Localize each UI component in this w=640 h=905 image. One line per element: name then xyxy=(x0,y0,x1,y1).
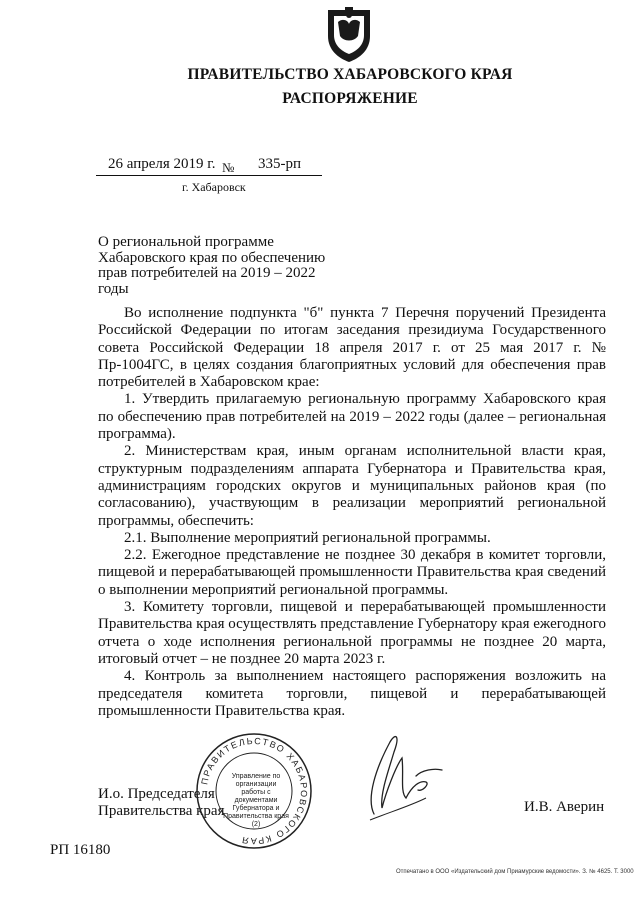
body-paragraph: 4. Контроль за выполнением настоящего распоряжения возложить на председателя комитета торговли, пищевой и перерабатывающей промышленности Правительства края. xyxy=(98,668,606,719)
document-city: г. Хабаровск xyxy=(182,180,246,194)
document-type-title: РАСПОРЯЖЕНИЕ xyxy=(282,90,418,107)
document-number: 335-рп xyxy=(258,156,302,172)
document-subject: О региональной программе Хабаровского края по обеспечению прав потребителей на 2019 – 2022 годы xyxy=(98,234,326,297)
body-paragraph: 2.2. Ежегодное представление не позднее 30 декабря в комитет торговли, пищевой и перерабатывающей промышленности Правительства края сведений о выполнении мероприятий региональной программы. xyxy=(98,547,606,598)
signatory-position-line2: Правительства края xyxy=(98,803,225,819)
body-paragraph: 1. Утвердить прилагаемую региональную программу Хабаровского края по обеспечению прав потребителей на 2019 – 2022 годы (далее – региональная программа). xyxy=(98,391,606,443)
body-paragraph: 2. Министерствам края, иным органам исполнительной власти края, структурным подразделениям аппарата Губернатора и Правительства края, администрациям городских округов и муниципальных районов края (по согласованию), участвующим в реализации мероприятий региональной программы, обеспечить: xyxy=(98,443,606,529)
body-paragraph: 3. Комитету торговли, пищевой и перерабатывающей промышленности Правительства края осуществлять представление Губернатору края ежегодного отчета о ходе исполнения региональной программы не позднее 20 марта, итоговый отчет – не позднее 20 марта 2023 г. xyxy=(98,599,607,667)
date-underline xyxy=(96,175,322,176)
government-title: ПРАВИТЕЛЬСТВО ХАБАРОВСКОГО КРАЯ xyxy=(187,66,513,83)
document-body xyxy=(98,305,606,720)
number-sign: № xyxy=(222,160,235,175)
printer-note: Отпечатано в ООО «Издательский дом Приамурские ведомости». З. № 4625. Т. 3000 xyxy=(396,869,634,875)
handwritten-signature xyxy=(360,728,450,828)
stamp-ring-text: ПРАВИТЕЛЬСТВО ХАБАРОВСКОГО КРАЯ xyxy=(199,735,310,847)
signatory-name: И.В. Аверин xyxy=(524,799,605,815)
document-code: РП 16180 xyxy=(50,842,111,858)
coat-of-arms-icon xyxy=(324,6,374,64)
signatory-position-line1: И.о. Председателя xyxy=(98,786,215,802)
stamp-inner-text: Управление по организации работы с документами Губернатора и Правительства края (2) xyxy=(223,773,289,828)
body-paragraph: 2.1. Выполнение мероприятий региональной программы. xyxy=(124,529,491,546)
document-date: 26 апреля 2019 г. xyxy=(108,156,216,172)
body-paragraph: Во исполнение подпункта "б" пункта 7 Перечня поручений Президента Российской Федерации по итогам заседания президиума Государственного совета Российской Федерации 18 апреля 2017 г. от 25 мая 2017 г. № Пр-1004ГС, в целях создания благоприятных условий для обеспечения прав потребителей в Хабаровском крае: xyxy=(98,305,606,391)
